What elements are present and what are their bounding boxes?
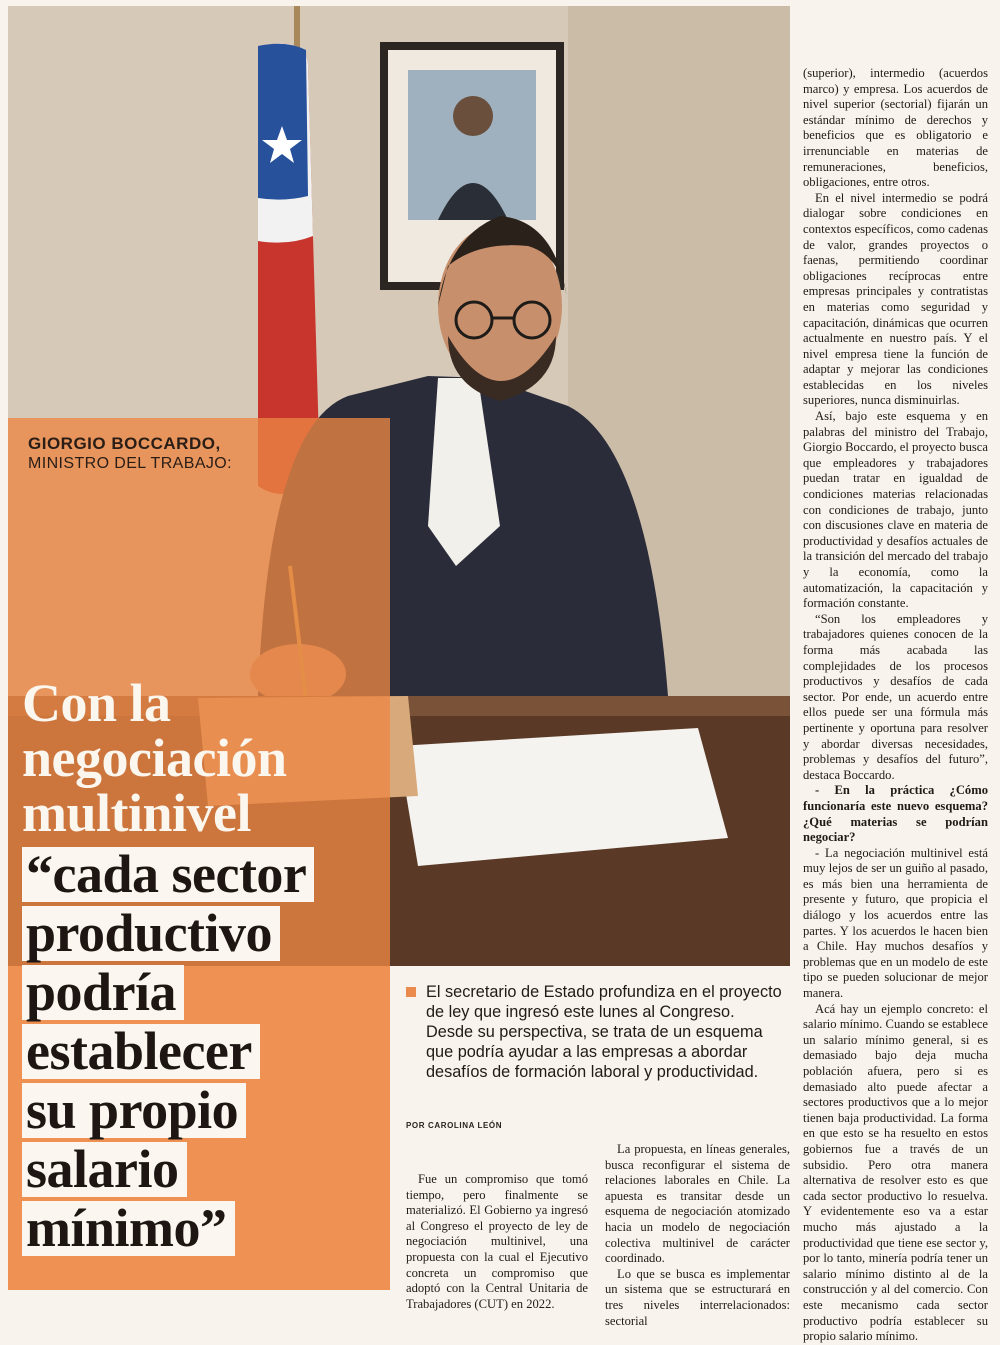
- headline-line: Con la: [22, 673, 171, 733]
- kicker-name: GIORGIO BOCCARDO,: [28, 434, 221, 453]
- flag-blue: [258, 44, 308, 200]
- body-paragraph: La propuesta, en líneas generales, busca reconfigurar el sistema de relaciones laborales en Chile. La apuesta es transitar desde un esquema de negociación atomizado hacia un modelo de negociación colectiva multinivel de carácter coordinado.: [605, 1142, 790, 1266]
- kicker-role: MINISTRO DEL TRABAJO:: [28, 455, 232, 472]
- headline-line: multinivel: [22, 783, 252, 843]
- interview-answer: - La negociación multinivel está muy lejos de ser un guiño al pasado, es más bien una herramienta de presente y futuro, que propicia el diálogo y los acuerdos entre las partes. Y los acuerdos le hacen bien a Chile. Hay muchos desafíos y problemas que en un modelo de este tipo se pueden solucionar de mejor manera.: [803, 845, 988, 1001]
- headline: [22, 673, 394, 1260]
- body-paragraph: En el nivel intermedio se podrá dialogar sobre condiciones en contextos específicos, como cadenas de valor, grandes proyectos o faenas, permitiendo coordinar obligaciones recíprocas entre empresas principales y contratistas en materias como seguridad y capacitación, dinámicas que ocurren actualmente en nuestro país. Y el nivel empresa tiene la función de adaptar y mejorar las condiciones establecidas en los niveles superiores, nunca disminuirlas.: [803, 190, 988, 408]
- headline-quote-line: mínimo”: [22, 1201, 235, 1256]
- body-paragraph: Así, bajo este esquema y en palabras del ministro del Trabajo, Giorgio Boccardo, el proyecto busca que empleadores y trabajadores puedan tratar en igualdad de condiciones materias relacionadas con condiciones de trabajo, junto con discusiones clave en materia de productividad y desafíos actuales de la transición del mercado del trabajo y la economía, como la automatización, la capacitación y formación constante.: [803, 409, 988, 611]
- portrait-head: [453, 96, 493, 136]
- headline-quote-line: podría: [22, 965, 184, 1020]
- body-column-1: [406, 1172, 588, 1312]
- lead-text: El secretario de Estado profundiza en el proyecto de ley que ingresó este lunes al Congreso. Desde su perspectiva, se trata de un esquema que podría ayudar a las empresas a abordar desafíos de formación laboral y productividad.: [426, 983, 782, 1081]
- byline: POR CAROLINA LEÓN: [406, 1121, 503, 1130]
- headline-quote-line: “cada sector: [22, 847, 314, 902]
- kicker: [28, 434, 232, 474]
- body-paragraph: Lo que se busca es implementar un sistema que se estructurará en tres niveles interrelacionados: sectorial: [605, 1266, 790, 1328]
- square-bullet-icon: [406, 987, 416, 997]
- body-column-2: [605, 1142, 790, 1329]
- headline-quote-line: su propio: [22, 1083, 246, 1138]
- body-column-3: [803, 66, 988, 1345]
- lead-paragraph: [406, 982, 786, 1082]
- headline-quote-line: productivo: [22, 906, 280, 961]
- body-paragraph: Acá hay un ejemplo concreto: el salario mínimo. Cuando se establece un salario mínimo general, si es demasiado bajo deja mucha población afuera, pero si es demasiado alto puede afectar a sectores productivos que a lo mejor tienen baja productividad. La forma en que esto se ha resuelto en estos gobiernos fue a través de un subsidio. Pero otra manera alternativa de resolver esto es que cada sector productivo lo resuelva. Y evidentemente eso va a estar mucho más ajustado a la productividad que tiene ese sector y, por lo tanto, minería podría tener un salario mínimo distinto al de la construcción y al del comercio. Con este mecanismo cada sector productivo podría establecer su propio salario mínimo.: [803, 1001, 988, 1344]
- body-paragraph: Fue un compromiso que tomó tiempo, pero finalmente se materializó. El Gobierno ya ingresó al Congreso el proyecto de ley de negociación multinivel, una propuesta con la cual el Ejecutivo concreta un compromiso que adoptó con la Central Unitaria de Trabajadores (CUT) en 2022.: [406, 1172, 588, 1311]
- headline-quote: [22, 844, 394, 1260]
- body-paragraph: (superior), intermedio (acuerdos marco) y empresa. Los acuerdos de nivel superior (sectorial) fijarán un estándar mínimo de derechos y beneficios que es obligatorio e irrenunciable en materias de remuneraciones, beneficios, obligaciones, entre otros.: [803, 66, 988, 190]
- headline-line: negociación: [22, 728, 287, 788]
- headline-quote-line: salario: [22, 1142, 187, 1197]
- body-paragraph: “Son los empleadores y trabajadores quienes conocen de la forma más acabada las complejidades de los procesos productivos y desafíos de cada sector. Por ende, un acuerdo entre ellos puede ser una fórmula más pertinente y oportuna para resolver y abordar diversas necesidades, problemas y desafíos del futuro”, destaca Boccardo.: [803, 611, 988, 782]
- headline-quote-line: establecer: [22, 1024, 260, 1079]
- interview-question: - En la práctica ¿Cómo funcionaría este nuevo esquema? ¿Qué materias se podrían negociar?: [803, 783, 988, 845]
